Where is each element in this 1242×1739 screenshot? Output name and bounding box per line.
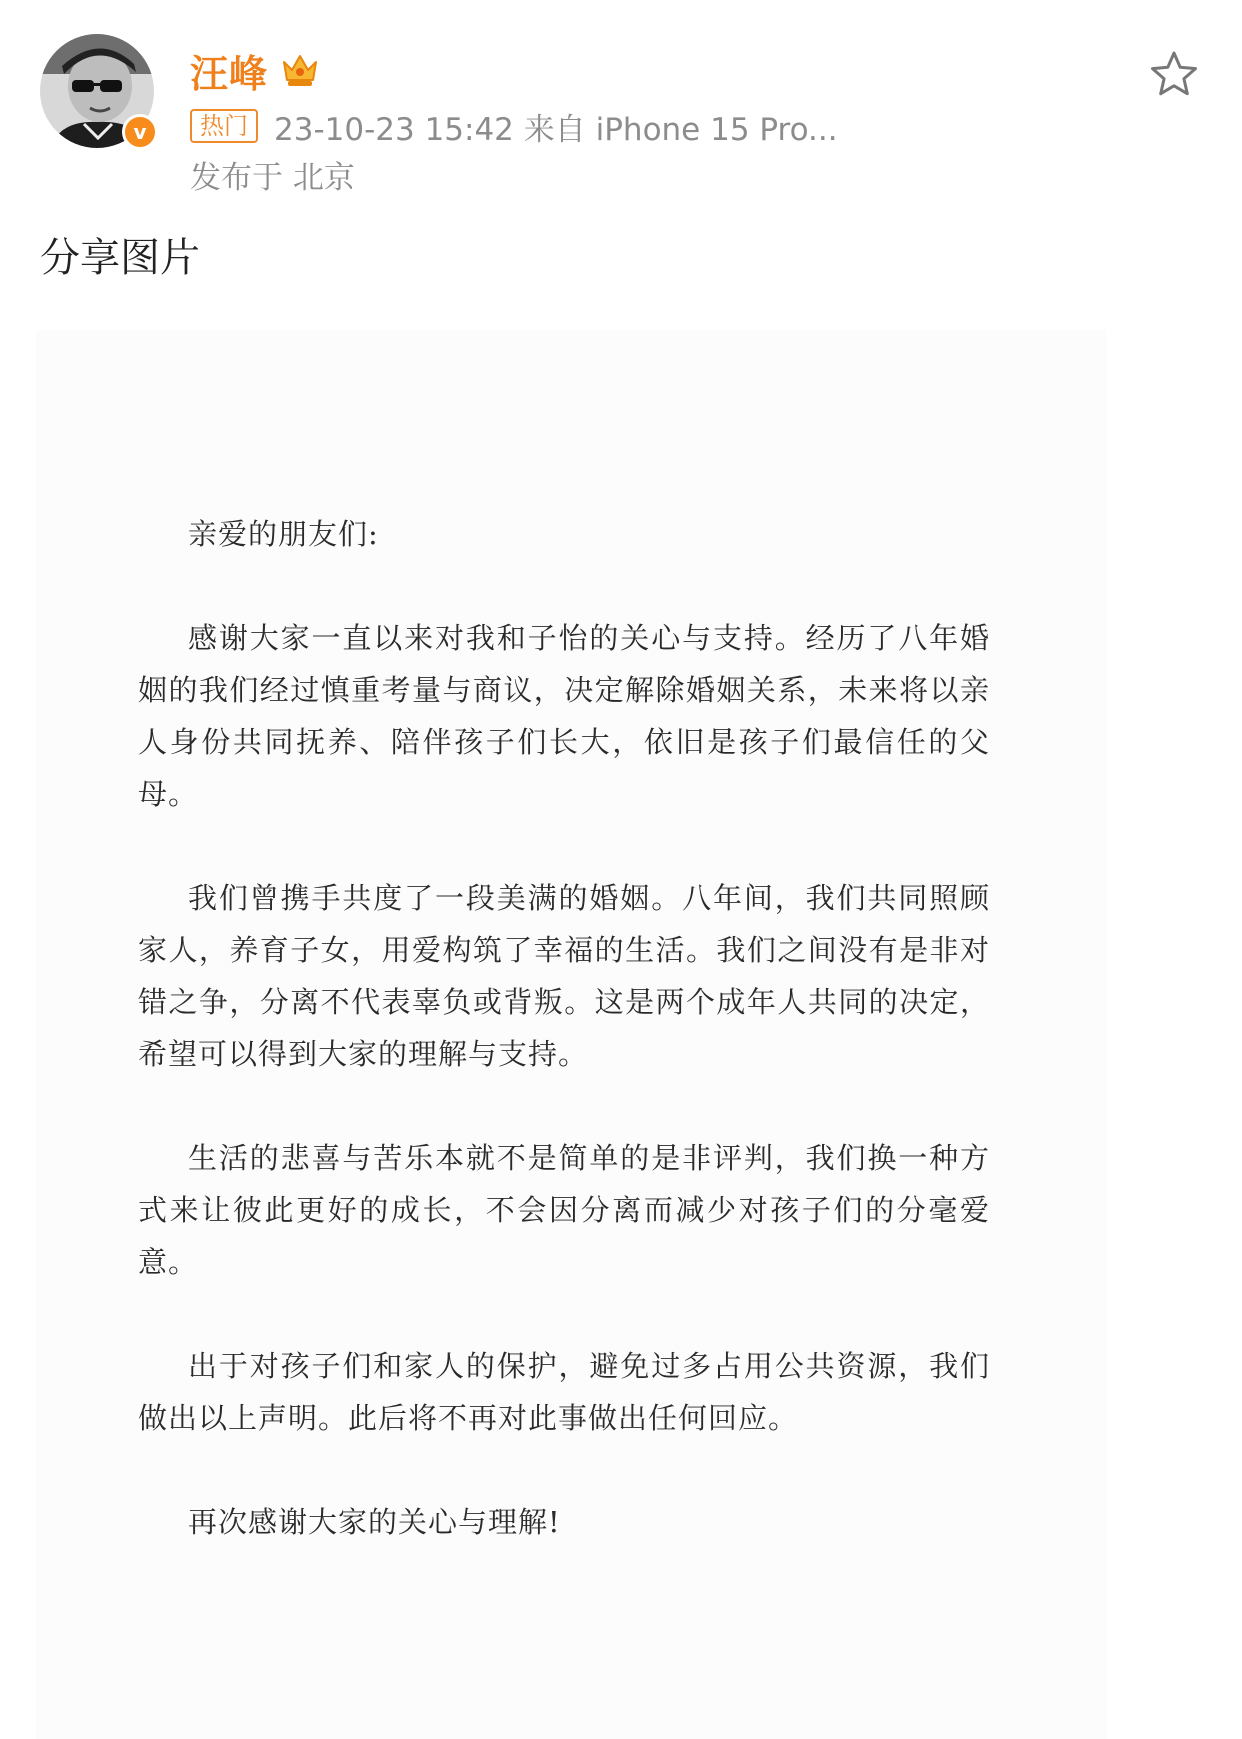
post-text: 分享图片 xyxy=(40,235,200,281)
statement-paragraph: 我们曾携手共度了一段美满的婚姻。八年间，我们共同照顾家人，养育子女，用爱构筑了幸福的生活。我们之间没有是非对错之争，分离不代表辜负或背叛。这是两个成年人共同的决定，希望可以得到大家的理解与支持。 xyxy=(138,881,990,1071)
statement-paragraph: 生活的悲喜与苦乐本就不是简单的是非评判，我们换一种方式来让彼此更好的成长，不会因分离而减少对孩子们的分毫爱意。 xyxy=(138,1141,990,1279)
favorite-button[interactable] xyxy=(1148,48,1200,100)
author-name[interactable]: 汪峰 xyxy=(190,51,269,96)
post-meta xyxy=(190,104,838,148)
star-icon xyxy=(1148,48,1200,100)
crown-icon[interactable] xyxy=(280,50,320,90)
author-row xyxy=(190,44,320,96)
statement-paragraph: 感谢大家一直以来对我和子怡的关心与支持。经历了八年婚姻的我们经过慎重考量与商议，决定解除婚姻关系，未来将以亲人身份共同抚养、陪伴孩子们长大，依旧是孩子们最信任的父母。 xyxy=(138,621,990,811)
statement-greeting: 亲爱的朋友们: xyxy=(188,517,379,551)
statement-letter xyxy=(138,508,990,1548)
avatar[interactable] xyxy=(40,34,154,148)
verified-badge-icon: v xyxy=(122,114,158,150)
shared-image[interactable] xyxy=(36,330,1106,1739)
statement-closing: 再次感谢大家的关心与理解! xyxy=(188,1505,561,1539)
hot-badge: 热门 xyxy=(190,109,258,143)
post-timestamp-source: 23-10-23 15:42 来自 iPhone 15 Pro... xyxy=(274,111,838,148)
post-location: 发布于 北京 xyxy=(190,160,355,196)
statement-paragraph: 出于对孩子们和家人的保护，避免过多占用公共资源，我们做出以上声明。此后将不再对此事做出任何回应。 xyxy=(138,1349,990,1435)
